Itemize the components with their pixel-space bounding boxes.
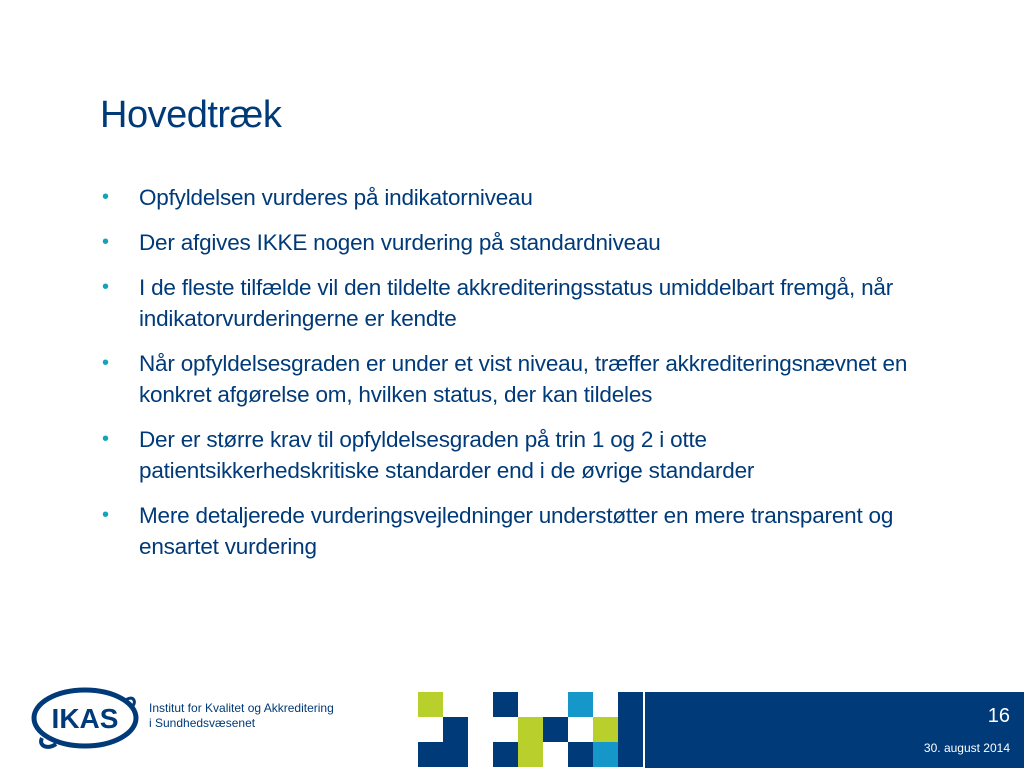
pattern-square bbox=[518, 742, 543, 767]
pattern-square bbox=[568, 692, 593, 717]
pattern-square bbox=[493, 692, 518, 717]
pattern-square bbox=[418, 692, 443, 717]
pattern-square bbox=[618, 717, 643, 742]
ikas-logo bbox=[30, 684, 142, 756]
bullet-list bbox=[100, 182, 920, 576]
bullet-dot-icon: • bbox=[102, 504, 109, 526]
pattern-square bbox=[443, 742, 468, 767]
pattern-square bbox=[593, 742, 618, 767]
bullet-item bbox=[100, 227, 920, 258]
pattern-square bbox=[593, 717, 618, 742]
footer-band bbox=[645, 692, 1024, 768]
bullet-item bbox=[100, 500, 920, 562]
bullet-item bbox=[100, 424, 920, 486]
bullet-dot-icon: • bbox=[102, 428, 109, 450]
bullet-text: I de fleste tilfælde vil den tildelte akkrediteringsstatus umiddelbart fremgå, når indikatorvurderingerne er kendte bbox=[139, 275, 893, 331]
pattern-square bbox=[568, 742, 593, 767]
bullet-item bbox=[100, 348, 920, 410]
page-number: 16 bbox=[987, 705, 1010, 727]
slide-title: Hovedtræk bbox=[100, 94, 282, 136]
bullet-dot-icon: • bbox=[102, 231, 109, 253]
bullet-dot-icon: • bbox=[102, 352, 109, 374]
pattern-square bbox=[543, 717, 568, 742]
pattern-square bbox=[518, 717, 543, 742]
pattern-square bbox=[443, 717, 468, 742]
institution-name bbox=[149, 701, 334, 731]
bullet-text: Der er større krav til opfyldelsesgraden på trin 1 og 2 i otte patientsikkerhedskritiske standarder end i de øvrige standarder bbox=[139, 427, 755, 483]
pattern-square bbox=[418, 742, 443, 767]
pattern-square bbox=[618, 742, 643, 767]
institution-line-2: i Sundhedsvæsenet bbox=[149, 716, 256, 730]
pattern-square bbox=[618, 692, 643, 717]
slide-date: 30. august 2014 bbox=[923, 741, 1010, 755]
bullet-dot-icon: • bbox=[102, 186, 109, 208]
bullet-item bbox=[100, 182, 920, 213]
pattern-square bbox=[493, 742, 518, 767]
bullet-text: Opfyldelsen vurderes på indikatorniveau bbox=[139, 185, 533, 210]
bullet-item bbox=[100, 272, 920, 334]
bullet-text: Mere detaljerede vurderingsvejledninger understøtter en mere transparent og ensartet vurdering bbox=[139, 503, 894, 559]
bullet-text: Når opfyldelsesgraden er under et vist niveau, træffer akkrediteringsnævnet en konkret afgørelse om, hvilken status, der kan tildeles bbox=[139, 351, 908, 407]
bullet-dot-icon: • bbox=[102, 276, 109, 298]
institution-line-1: Institut for Kvalitet og Akkreditering bbox=[149, 701, 334, 715]
logo-text: IKAS bbox=[51, 703, 119, 734]
bullet-text: Der afgives IKKE nogen vurdering på standardniveau bbox=[139, 230, 661, 255]
